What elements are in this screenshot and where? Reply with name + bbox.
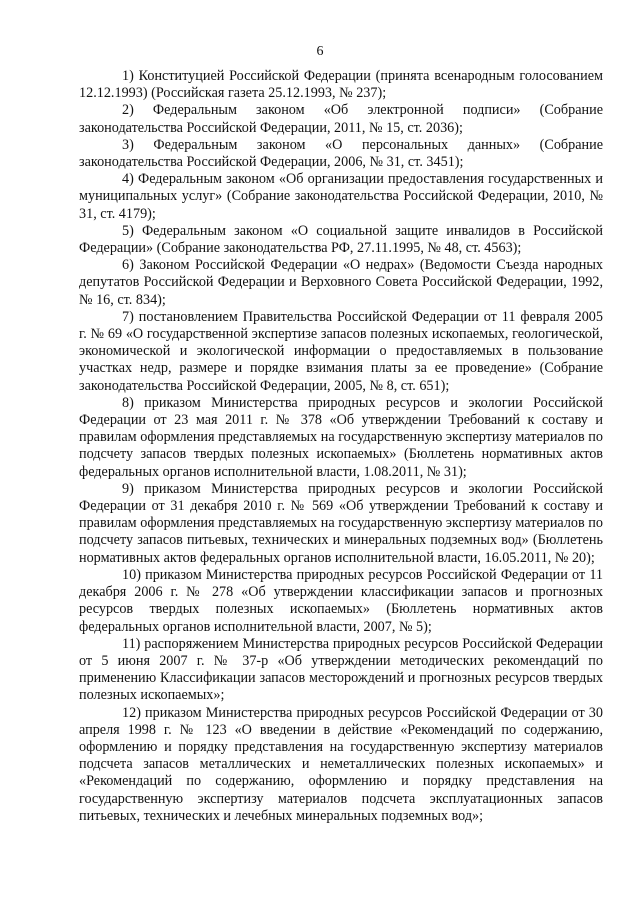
- list-item: 11) распоряжением Министерства природных ресурсов Российской Федерации от 5 июня 2007 г. № 37-р «Об утверждении методических рекомендаций по применению Классификации запасов месторождений и прогнозных ресурсов твердых полезных ископаемых»;: [79, 635, 603, 704]
- list-item: 6) Законом Российской Федерации «О недрах» (Ведомости Съезда народных депутатов Российской Федерации и Верховного Совета Российской Федерации, 1992, № 16, ст. 834);: [79, 257, 603, 308]
- list-item: 8) приказом Министерства природных ресурсов и экологии Российской Федерации от 23 мая 2011 г. № 378 «Об утверждении Требований к составу и правилам оформления представляемых на государственную экспертизу материалов по подсчету запасов твердых полезных ископаемых» (Бюллетень нормативных актов федеральных органов исполнительной власти, 1.08.2011, № 31);: [79, 394, 603, 480]
- list-item: 9) приказом Министерства природных ресурсов и экологии Российской Федерации от 31 декабря 2010 г. № 569 «Об утверждении Требований к составу и правилам оформления представляемых на государственную экспертизу материалов по подсчету запасов питьевых, технических и минеральных подземных вод» (Бюллетень нормативных актов федеральных органов исполнительной власти, 16.05.2011, № 20);: [79, 480, 603, 566]
- list-item: 2) Федеральным законом «Об электронной подписи» (Собрание законодательства Российской Федерации, 2011, № 15, ст. 2036);: [79, 102, 603, 136]
- list-item: 12) приказом Министерства природных ресурсов Российской Федерации от 30 апреля 1998 г. № 123 «О введении в действие «Рекомендаций по содержанию, оформлению и порядку представления на государственную экспертизу материалов подсчета запасов металлических и неметаллических полезных ископаемых» и «Рекомендаций по содержанию, оформлению и порядку представления на государственную экспертизу материалов подсчета эксплуатационных запасов питьевых, технических и лечебных минеральных подземных вод»;: [79, 704, 603, 824]
- list-item: 3) Федеральным законом «О персональных данных» (Собрание законодательства Российской Федерации, 2006, № 31, ст. 3451);: [79, 136, 603, 171]
- list-item: 10) приказом Министерства природных ресурсов Российской Федерации от 11 декабря 2006 г. № 278 «Об утверждении классификации запасов и прогнозных ресурсов твердых полезных ископаемых» (Бюллетень нормативных актов федеральных органов исполнительной власти, 2007, № 5);: [79, 566, 603, 635]
- legal-basis-list: [79, 68, 603, 825]
- list-item: 1) Конституцией Российской Федерации (принята всенародным голосованием 12.12.1993) (Российская газета 25.12.1993, № 237);: [79, 68, 603, 102]
- list-item: 5) Федеральным законом «О социальной защите инвалидов в Российской Федерации» (Собрание законодательства РФ, 27.11.1995, № 48, ст. 4563);: [79, 222, 603, 257]
- list-item: 4) Федеральным законом «Об организации предоставления государственных и муниципальных услуг» (Собрание законодательства Российской Федерации, 2010, № 31, ст. 4179);: [79, 171, 603, 222]
- list-item: 7) постановлением Правительства Российской Федерации от 11 февраля 2005 г. № 69 «О государственной экспертизе запасов полезных ископаемых, геологической, экономической и экологической информации о предоставляемых в пользование участках недр, размере и порядке взимания платы за ее проведение» (Собрание законодательства Российской Федерации, 2005, № 8, ст. 651);: [79, 308, 603, 394]
- page-number: 6: [316, 44, 324, 59]
